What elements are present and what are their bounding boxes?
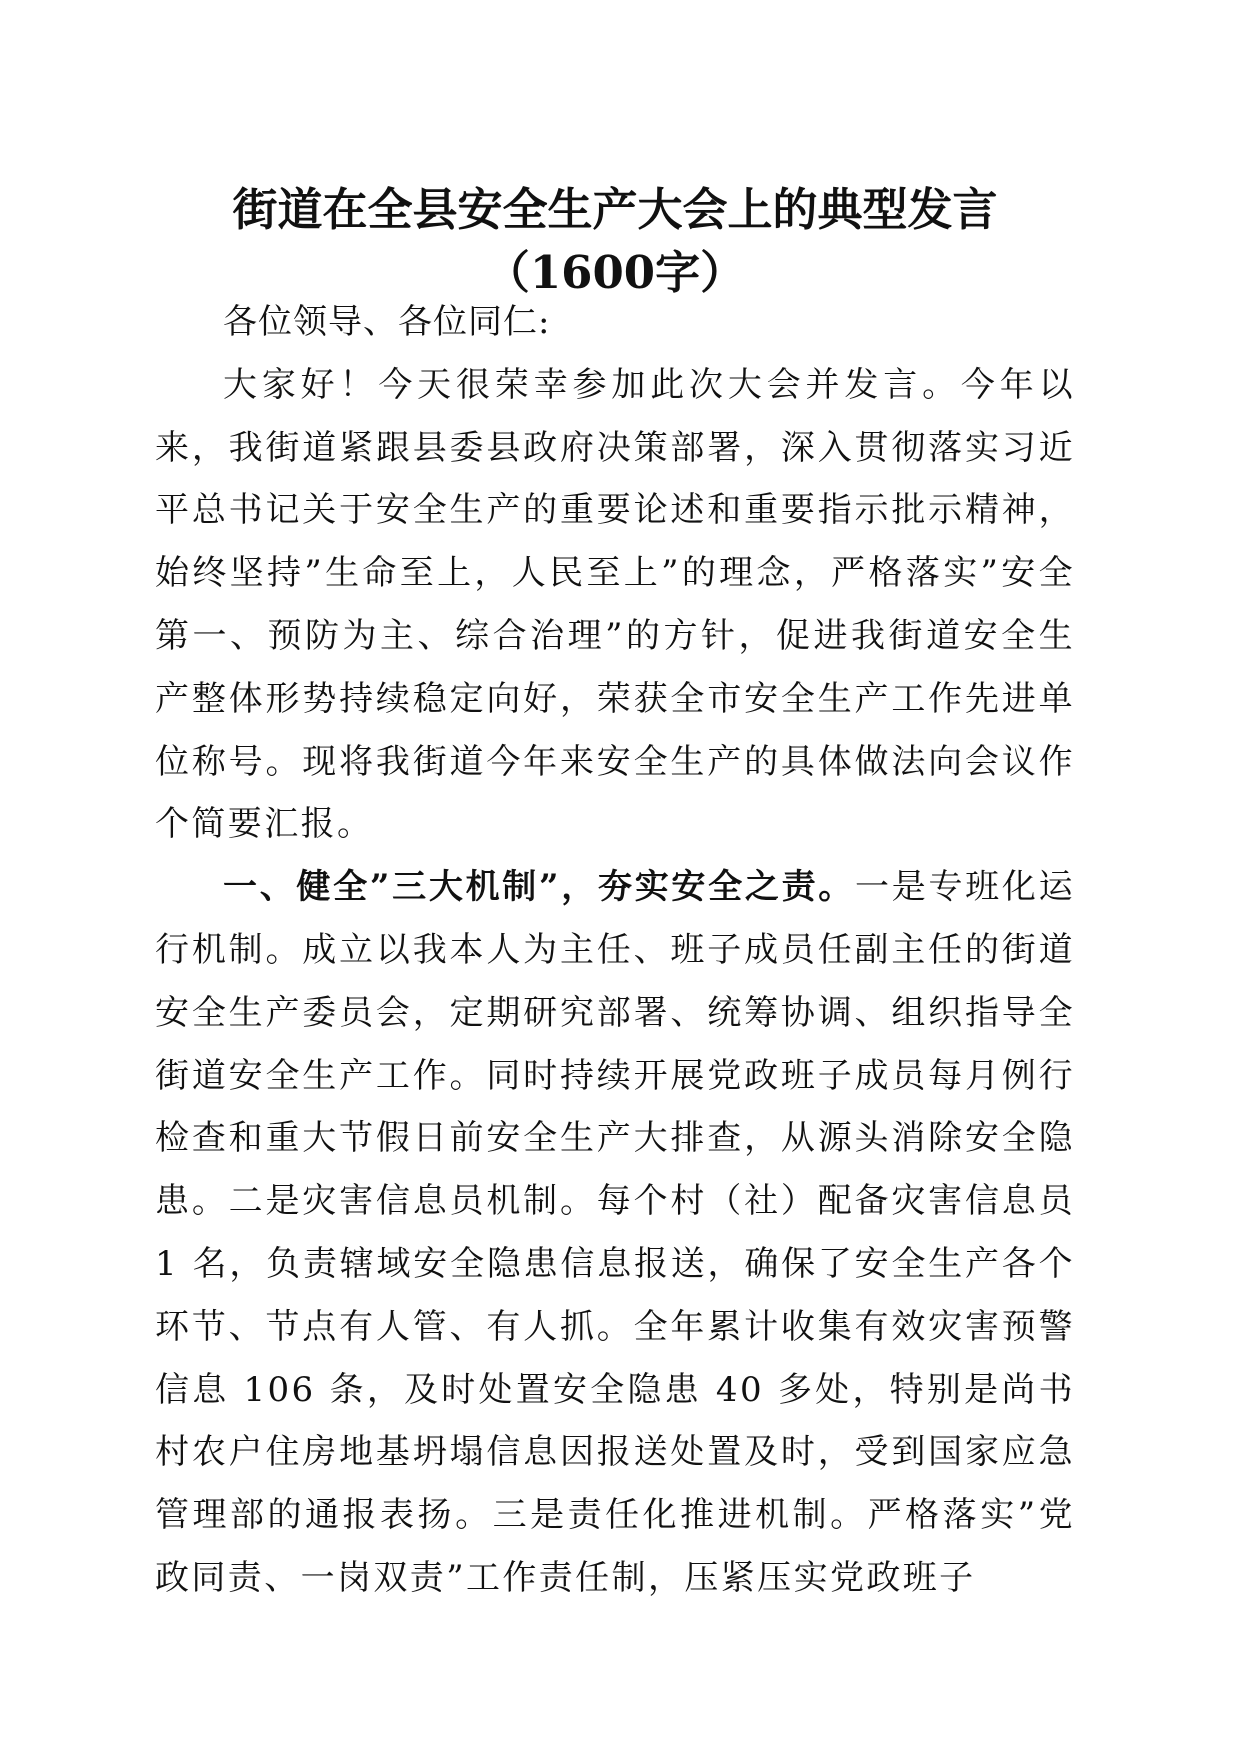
- section-1-paragraph: [155, 856, 1075, 1610]
- salutation: 各位领导、各位同仁:: [223, 302, 551, 342]
- document-body: [155, 291, 1075, 1610]
- intro-paragraph: 大家好！今天很荣幸参加此次大会并发言。今年以来，我街道紧跟县委县政府决策部署，深入贯彻落实习近平总书记关于安全生产的重要论述和重要指示批示精神，始终坚持”生命至上，人民至上”的理念，严格落实”安全第一、预防为主、综合治理”的方针，促进我街道安全生产整体形势持续稳定向好，荣获全市安全生产工作先进单位称号。现将我街道今年来安全生产的具体做法向会议作个简要汇报。: [155, 364, 1075, 845]
- section-1-body: 一是专班化运行机制。成立以我本人为主任、班子成员任副主任的街道安全生产委员会，定期研究部署、统筹协调、组织指导全街道安全生产工作。同时持续开展党政班子成员每月例行检查和重大节假日前安全生产大排查，从源头消除安全隐患。二是灾害信息员机制。每个村（社）配备灾害信息员 1 名，负责辖域安全隐患信息报送，确保了安全生产各个环节、节点有人管、有人抓。全年累计收集有效灾害预警信息 106 条，及时处置安全隐患 40 多处，特别是尚书村农户住房地基坍塌信息因报送处置及时，受到国家应急管理部的通报表扬。三是责任化推进机制。严格落实”党政同责、一岗双责”工作责任制，压紧压实党政班子: [155, 867, 1075, 1598]
- section-1-heading: 一、健全”三大机制”，夯实安全之责。: [223, 867, 856, 908]
- document-title: 街道在全县安全生产大会上的典型发言（1600字）: [232, 183, 998, 299]
